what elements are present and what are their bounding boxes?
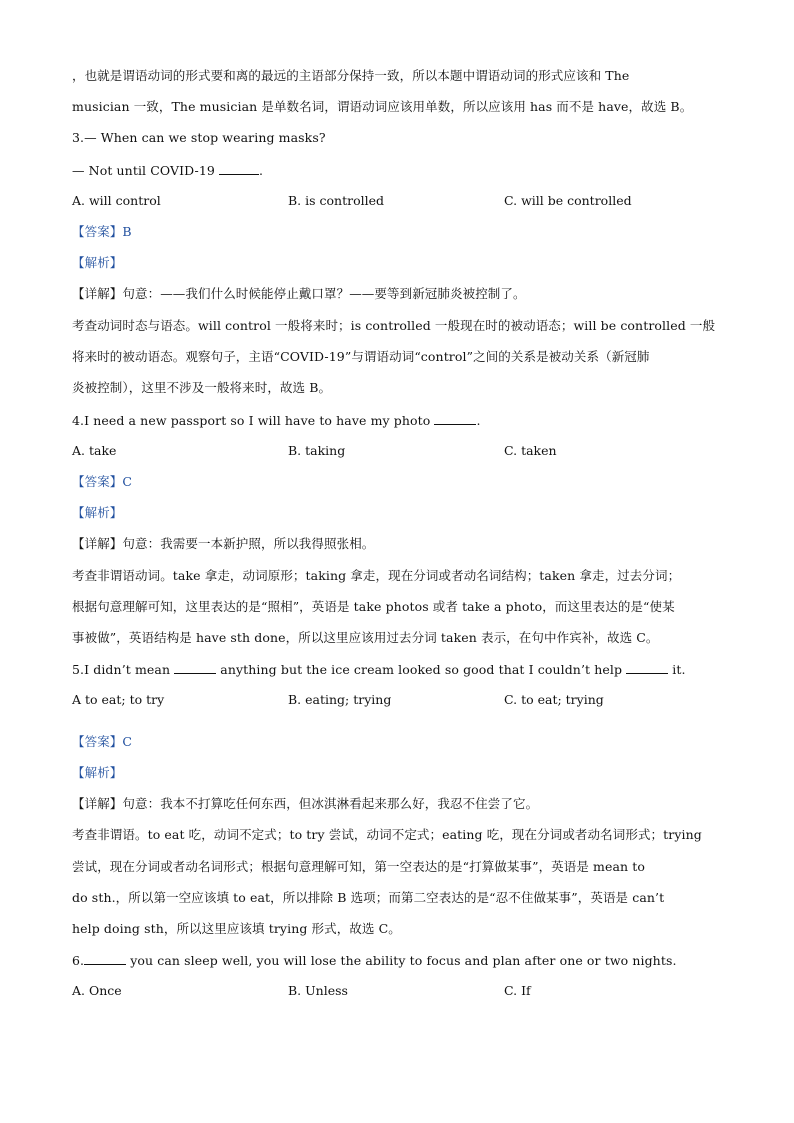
analysis-label: 【解析】 [72,765,123,780]
question-6-stem: 6. you can sleep well, you will lose the ability to focus and plan after one or two nights. [72,953,677,968]
explanation-line: 考查非谓语动词。take 拿走，动词原形；taking 拿走，现在分词或者动名词结构；taken 拿走，过去分词； [72,568,681,583]
option-a: A. Once [72,983,122,998]
option-b: B. taking [288,443,346,458]
analysis-label: 【解析】 [72,505,123,520]
explanation-line: do sth.，所以第一空应该填 to eat，所以排除 B 选项；而第二空表达的是“忍不住做某事”，英语是 can’t [72,890,665,905]
option-b: B. is controlled [288,193,385,208]
question-3-stem: 3.— When can we stop wearing masks? [72,130,326,145]
detail-line: 【详解】句意：我本不打算吃任何东西，但冰淇淋看起来那么好，我忍不住尝了它。 [72,796,539,811]
detail-line: 【详解】句意：——我们什么时候能停止戴口罩？——要等到新冠肺炎被控制了。 [72,286,526,301]
answer-label: 【答案】C [72,734,133,749]
question-5-stem: 5.I didn’t mean anything but the ice cream looked so good that I couldn’t help it. [72,662,686,677]
option-a: A to eat; to try [72,692,165,707]
answer-label: 【答案】B [72,224,132,239]
explanation-line: musician 一致，The musician 是单数名词，谓语动词应该用单数，所以应该用 has 而不是 have，故选 B。 [72,99,693,114]
question-3-stem-reply: — Not until COVID-19 . [72,163,264,178]
answer-label: 【答案】C [72,474,133,489]
explanation-line: 考查动词时态与语态。will control 一般将来时；is controlled 一般现在时的被动语态；will be controlled 一般 [72,318,716,333]
answer-blank [174,661,216,674]
explanation-line: 炎被控制），这里不涉及一般将来时，故选 B。 [72,380,332,395]
option-c: C. will be controlled [504,193,632,208]
explanation-line: ，也就是谓语动词的形式要和离的最远的主语部分保持一致，所以本题中谓语动词的形式应该和 The [72,68,630,83]
answer-blank [219,162,259,175]
explanation-line: help doing sth，所以这里应该填 trying 形式，故选 C。 [72,921,401,936]
analysis-label: 【解析】 [72,255,123,270]
option-b: B. Unless [288,983,348,998]
explanation-line: 尝试，现在分词或者动名词形式；根据句意理解可知，第一空表达的是“打算做某事”，英语是 mean to [72,859,646,874]
explanation-line: 根据句意理解可知，这里表达的是“照相”，英语是 take photos 或者 take a photo，而这里表达的是“使某 [72,599,675,614]
option-c: C. to eat; trying [504,692,604,707]
answer-blank [626,661,668,674]
answer-blank [84,952,126,965]
option-a: A. will control [72,193,161,208]
option-a: A. take [72,443,117,458]
explanation-line: 将来时的被动语态。观察句子，主语“COVID-19”与谓语动词“control”之间的关系是被动关系（新冠肺 [72,349,650,364]
option-b: B. eating; trying [288,692,392,707]
explanation-line: 事被做”，英语结构是 have sth done，所以这里应该用过去分词 taken 表示，在句中作宾补，故选 C。 [72,630,659,645]
detail-line: 【详解】句意：我需要一本新护照，所以我得照张相。 [72,536,375,551]
question-4-stem: 4.I need a new passport so I will have to have my photo . [72,413,481,428]
option-c: C. taken [504,443,557,458]
answer-blank [434,412,476,425]
option-c: C. If [504,983,531,998]
explanation-line: 考查非谓语。to eat 吃，动词不定式；to try 尝试，动词不定式；eating 吃，现在分词或者动名词形式；trying [72,827,702,842]
